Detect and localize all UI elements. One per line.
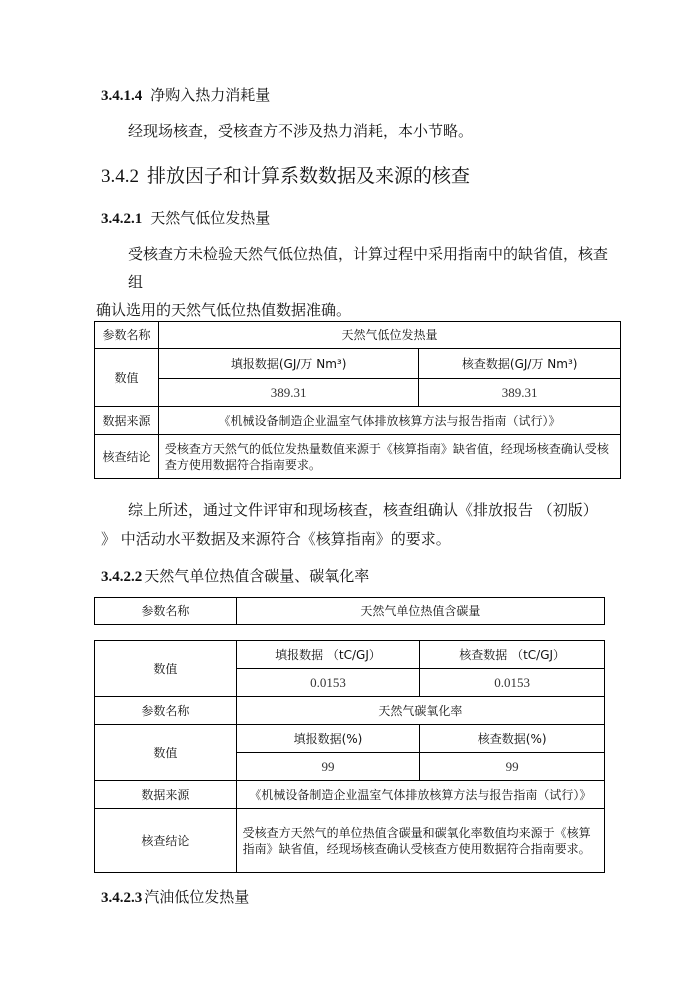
carbon-content-oxidation-table bbox=[94, 640, 605, 873]
table-row bbox=[95, 697, 605, 725]
param-value-cell: 天然气单位热值含碳量 bbox=[236, 598, 604, 625]
section-title: 排放因子和计算系数数据及来源的核查 bbox=[147, 165, 471, 187]
section-heading-3-4-2 bbox=[101, 161, 470, 188]
reported-value-cell: 99 bbox=[236, 753, 420, 781]
param-value-cell: 天然气碳氧化率 bbox=[236, 697, 604, 725]
table-row bbox=[95, 725, 605, 753]
table-row bbox=[95, 407, 621, 435]
section-title: 汽油低位发热量 bbox=[144, 888, 250, 906]
value-label-cell: 数值 bbox=[95, 349, 159, 407]
value-label-cell: 数值 bbox=[95, 725, 237, 781]
reported-header-cell: 填报数据(%) bbox=[236, 725, 420, 753]
section-number: 3.4.2.1 bbox=[101, 211, 143, 227]
conclusion-label-cell: 核查结论 bbox=[95, 435, 159, 479]
table-row bbox=[95, 322, 621, 349]
verified-header-cell: 核查数据(GJ/万 Nm³) bbox=[419, 349, 621, 379]
source-value-cell: 《机械设备制造企业温室气体排放核算方法与报告指南（试行）》 bbox=[236, 781, 604, 809]
verified-value-cell: 0.0153 bbox=[420, 669, 605, 697]
param-value-cell: 天然气低位发热量 bbox=[158, 322, 620, 349]
section-heading-3-4-2-2 bbox=[101, 565, 369, 586]
section-number: 3.4.2 bbox=[101, 166, 139, 187]
reported-header-cell: 填报数据(GJ/万 Nm³) bbox=[158, 349, 418, 379]
table-row bbox=[95, 435, 621, 479]
source-label-cell: 数据来源 bbox=[95, 407, 159, 435]
section-heading-3-4-1-4 bbox=[101, 84, 270, 105]
verified-header-cell: 核查数据(%) bbox=[420, 725, 605, 753]
conclusion-label-cell: 核查结论 bbox=[95, 809, 237, 873]
conclusion-value-cell: 受核查方天然气的低位发热量数值来源于《核算指南》缺省值，经现场核查确认受核查方使用数据符合指南要求。 bbox=[158, 435, 620, 479]
table-row bbox=[95, 781, 605, 809]
paragraph-line: 综上所述，通过文件评审和现场核查，核查组确认《排放报告 （初版） bbox=[128, 501, 598, 519]
reported-header-cell: 填报数据 （tC/GJ） bbox=[236, 641, 420, 669]
paragraph-line: 确认选用的天然气低位热值数据准确。 bbox=[96, 301, 352, 319]
paragraph-line: 》 中活动水平数据及来源符合《核算指南》的要求。 bbox=[101, 530, 451, 548]
reported-value-cell: 0.0153 bbox=[236, 669, 420, 697]
source-value-cell: 《机械设备制造企业温室气体排放核算方法与报告指南（试行）》 bbox=[158, 407, 620, 435]
param-label-cell: 参数名称 bbox=[95, 322, 159, 349]
natural-gas-low-heat-value-table bbox=[94, 321, 621, 479]
verified-header-cell: 核查数据 （tC/GJ） bbox=[420, 641, 605, 669]
table-row bbox=[95, 641, 605, 669]
paragraph-line: 受核查方未检验天然气低位热值，计算过程中采用指南中的缺省值，核查 bbox=[128, 245, 609, 263]
carbon-content-header-table bbox=[94, 597, 605, 625]
param-label-cell: 参数名称 bbox=[95, 697, 237, 725]
section-title: 天然气低位发热量 bbox=[150, 209, 271, 227]
section-heading-3-4-2-3 bbox=[101, 886, 249, 907]
table-row bbox=[95, 379, 621, 407]
param-label-cell: 参数名称 bbox=[95, 598, 237, 625]
value-label-cell: 数值 bbox=[95, 641, 237, 697]
conclusion-value-cell: 受核查方天然气的单位热值含碳量和碳氧化率数值均来源于《核算指南》缺省值，经现场核查确认受核查方使用数据符合指南要求。 bbox=[236, 809, 604, 873]
section-title: 净购入热力消耗量 bbox=[150, 86, 271, 104]
paragraph-line: 组 bbox=[128, 273, 144, 291]
section-number: 3.4.2.2 bbox=[101, 569, 143, 585]
verified-value-cell: 389.31 bbox=[419, 379, 621, 407]
paragraph-heat-consumption: 经现场核查，受核查方不涉及热力消耗，本小节略。 bbox=[128, 122, 474, 140]
section-number: 3.4.1.4 bbox=[101, 88, 143, 104]
table-row bbox=[95, 598, 605, 625]
table-row bbox=[95, 349, 621, 379]
section-title: 天然气单位热值含碳量、碳氧化率 bbox=[144, 567, 370, 585]
section-number: 3.4.2.3 bbox=[101, 890, 143, 906]
verified-value-cell: 99 bbox=[420, 753, 605, 781]
table-row bbox=[95, 809, 605, 873]
source-label-cell: 数据来源 bbox=[95, 781, 237, 809]
section-heading-3-4-2-1 bbox=[101, 207, 270, 228]
reported-value-cell: 389.31 bbox=[158, 379, 418, 407]
